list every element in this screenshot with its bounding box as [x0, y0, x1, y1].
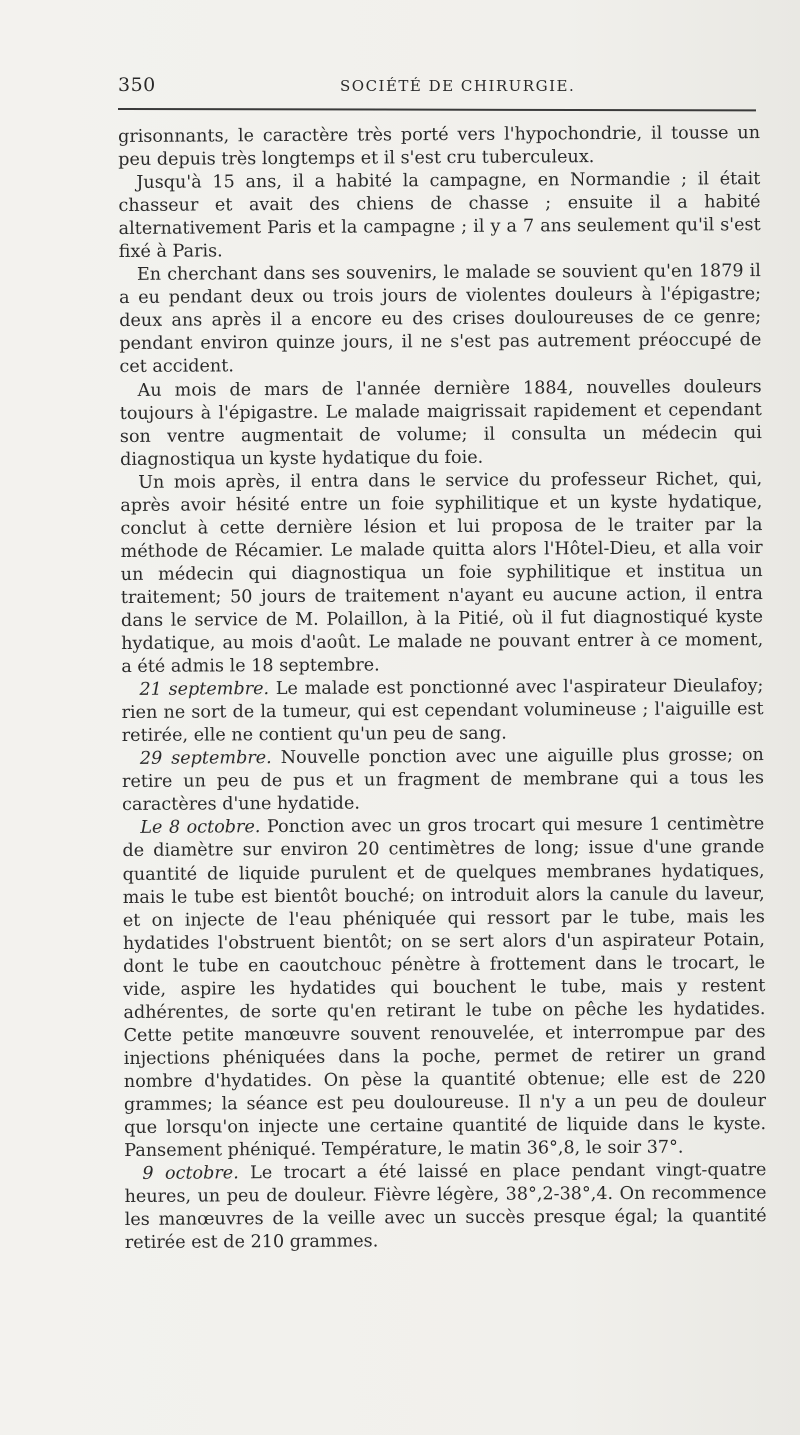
paragraph-8-october	[122, 813, 766, 1163]
running-header	[118, 74, 758, 100]
running-title: SOCIÉTÉ DE CHIRURGIE.	[340, 77, 576, 95]
paragraph-text: grisonnants, le caractère très porté vers l'hypochondrie, il tousse un peu depuis très longtemps et il s'est cru tuberculeux.	[118, 123, 761, 171]
paragraph-1879-pains	[119, 260, 762, 379]
paragraph-text: Le malade est ponctionné avec l'aspirateur Dieulafoy; rien ne sort de la tumeur, qui est cependant volumineuse ; l'aiguille est retirée, elle ne contient qu'un peu de sang.	[121, 676, 764, 747]
paragraph-continuation	[118, 122, 760, 172]
paragraph-text: En cherchant dans ses souvenirs, le malade se souvient qu'en 1879 il a eu pendant deux ou trois jours de violentes douleurs à l'épigastre; deux ans après il a encore eu des crises douloureuses de ce genre; pendant environ quinze jours, il ne s'est pas autrement préoccupé de cet accident.	[118, 261, 762, 378]
paragraph-richet-service	[120, 468, 763, 679]
paragraph-1884-pains	[120, 376, 763, 472]
date-lead: Le 8 octobre.	[140, 817, 261, 839]
date-lead: 21 septembre.	[139, 679, 270, 701]
paragraph-childhood	[118, 168, 761, 264]
paragraph-9-october	[124, 1159, 767, 1255]
paragraph-text: Le trocart a été laissé en place pendant vingt-quatre heures, un peu de douleur. Fièvre légère, 38°,2-38°,4. On recommence les manœuvres de la veille avec un succès presque égal; la quantité retirée est de 210 grammes.	[124, 1160, 767, 1254]
body-text	[118, 122, 767, 1255]
page-number: 350	[118, 74, 156, 96]
date-lead: 9 octobre.	[142, 1163, 239, 1184]
paragraph-29-september	[122, 744, 764, 817]
paragraph-text: Au mois de mars de l'année dernière 1884, nouvelles douleurs toujours à l'épigastre. Le malade maigrissait rapidement et cependant son ventre augmentait de volume; il consulta un médecin qui diagnostiqua un kyste hydatique du foie.	[119, 376, 762, 470]
date-lead: 29 septembre.	[139, 748, 272, 770]
paragraph-text: Jusqu'à 15 ans, il a habité la campagne, en Normandie ; il était chasseur et avait des chiens de chasse ; ensuite il a habité alternativement Paris et la campagne ; il y a 7 ans seulement qu'il s'est fixé à Paris.	[118, 169, 761, 263]
paragraph-text: Un mois après, il entra dans le service du professeur Richet, qui, après avoir hésité entre un foie syphilitique et un kyste hydatique, conclut à cette dernière lésion et lui proposa de le traiter par la méthode de Récamier. Le malade quitta alors l'Hôtel-Dieu, et alla voir un médecin qui diagnostiqua un foie syphilitique et institua un traitement; 50 jours de traitement n'ayant eu aucune action, il entra dans le service de M. Polaillon, à la Pitié, où il fut diagnostiqué kyste hydatique, au mois d'août. Le malade ne pouvant entrer à ce moment, a été admis le 18 septembre.	[120, 468, 764, 678]
header-rule	[118, 108, 756, 111]
paragraph-text: Ponction avec un gros trocart qui mesure 1 centimètre de diamètre sur environ 20 centimètres de long; issue d'une grande quantité de liquide purulent et de quelques membranes hydatiques, mais le tube est bientôt bouché; on introduit alors la canule du laveur, et on injecte de l'eau phéniquée qui ressort par le tube, mais les hydatides l'obstruent bientôt; on se sert alors d'un aspirateur Potain, dont le tube en caoutchouc pénètre à frottement dans le trocart, le vide, aspire les hydatides qui bouchent le tube, mais y restent adhérentes, de sorte qu'en retirant le tube on pêche les hydatides. Cette petite manœuvre souvent renouvelée, et interrompue par des injections phéniquées dans la poche, permet de retirer un grand nombre d'hydatides. On pèse la quantité obtenue; elle est de 220 grammes; la séance est peu douloureuse. Il n'y a un peu de douleur que lorsqu'on injecte une certaine quantité de liquide dans le kyste. Pansement phéniqué. Température, le matin 36°,8, le soir 37°.	[122, 814, 767, 1162]
paragraph-21-september	[121, 675, 763, 748]
paragraph-text: Nouvelle ponction avec une aiguille plus grosse; on retire un peu de pus et un fragment de membrane qui a tous les caractères d'une hydatide.	[121, 745, 765, 816]
